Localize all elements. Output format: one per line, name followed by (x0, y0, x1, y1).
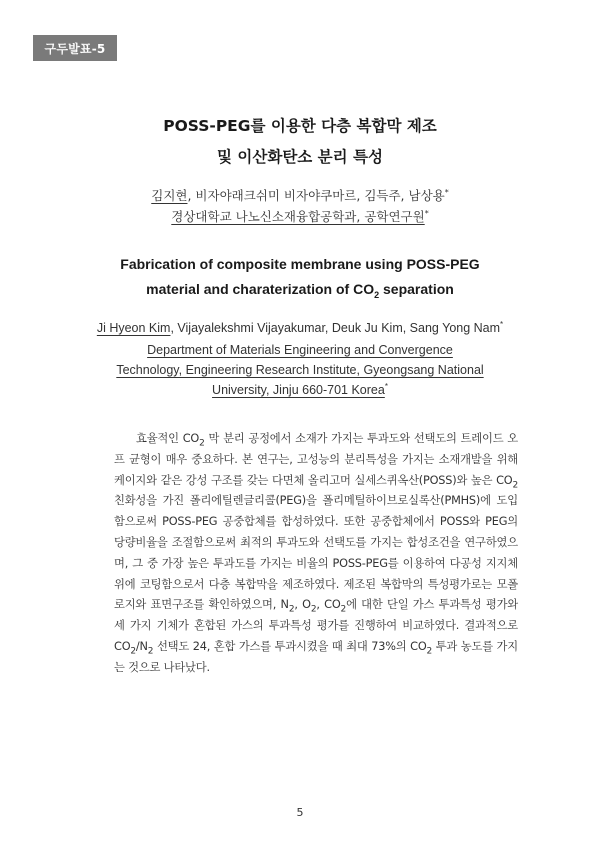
abstract-text-1: 효율적인 CO (136, 432, 200, 445)
korean-first-author: 김지현 (151, 188, 188, 203)
korean-affiliation (0, 207, 600, 227)
abstract-text-8: 선택도 24, 혼합 가스를 투과시켰을 때 최대 73%의 CO (153, 639, 427, 653)
english-other-authors: , Vijayalekshmi Vijayakumar, Deuk Ju Kim, Sang Yong Nam (170, 321, 501, 335)
english-affiliation-line-2: Technology, Engineering Research Institute, Gyeongsang National (116, 363, 484, 377)
subscript-2: 2 (512, 479, 518, 490)
english-affiliation (0, 340, 600, 400)
korean-other-authors: , 비자야래크쉬미 비자야쿠마르, 김득주, 남상용 (187, 188, 445, 203)
abstract-text-9: 투과 농도를 가지는 것으로 나타났다. (114, 639, 518, 674)
english-title-line-2-text: material and charaterization of CO (146, 281, 375, 297)
english-affiliation-line-1: Department of Materials Engineering and Convergence (147, 343, 453, 357)
english-authors (0, 318, 600, 338)
english-affiliation-line-3 (0, 380, 600, 400)
subscript-2: 2 (130, 646, 136, 657)
subscript-2: 2 (199, 438, 205, 449)
korean-authors (0, 186, 600, 206)
english-title (0, 252, 600, 302)
abstract-text-7: /N (135, 639, 148, 653)
abstract-text-5: , CO (316, 598, 341, 612)
korean-title (0, 113, 600, 170)
korean-title-line-2: 및 이산화탄소 분리 특성 (217, 148, 383, 166)
english-affiliation-line-3-text: University, Jinju 660-701 Korea (212, 383, 385, 397)
abstract-text-6: 에 대한 단일 가스 투과특성 평가와 세 가지 기체가 혼합된 가스의 투과특성 평가를 진행하여 비교하였다. 결과적으로 CO (114, 598, 519, 653)
subscript-2: 2 (426, 646, 433, 657)
abstract-text-2: 막 분리 공정에서 소재가 가지는 투과도와 선택도의 트레이드 오프 균형이 매우 중요하다. 본 연구는, 고성능의 분리특성을 가지는 소재개발을 위해 케이지와 같은 강성 구조를 갖는 다면체 올리고머 실세스퀴옥산(POSS)와 높은 CO (114, 432, 518, 487)
subscript-2: 2 (147, 646, 154, 657)
co2-subscript: 2 (374, 289, 380, 300)
korean-affiliation-text: 경상대학교 나노신소재융합공학과, 공학연구원 (171, 209, 425, 224)
page-number: 5 (296, 806, 304, 819)
abstract-text-3: 친화성을 가진 폴리에틸렌글리콜(PEG)을 폴리메틸하이브로실록산(PMHS)에 도입함으로써 POSS-PEG 공중합체를 합성하였다. 또한 공중합체에서 POSS와 PEG의 당량비율을 조절함으로써 최적의 투과도와 선택도를 가지는 합성조건을 연구하였으며, 그 중 가장 높은 투과도를 가지는 비율의 POSS-PEG를 이용하여 다공성 지지체 위에 코팅함으로서 다층 복합막을 제조하였다. 제조된 복합막의 특성평가로는 모폴로지와 표면구조를 확인하였으며, N (114, 494, 518, 612)
subscript-2: 2 (310, 604, 317, 615)
korean-affiliation-mark: * (424, 208, 429, 218)
korean-corresponding-mark: * (444, 187, 449, 197)
section-badge: 구두발표-5 (33, 35, 117, 61)
korean-title-line-1: POSS-PEG를 이용한 다층 복합막 제조 (163, 117, 437, 135)
subscript-2: 2 (288, 604, 295, 615)
english-title-line-1: Fabrication of composite membrane using POSS-PEG (120, 256, 480, 272)
english-corresponding-mark: * (500, 319, 504, 329)
english-affiliation-mark: * (384, 381, 388, 391)
english-title-line-2 (0, 277, 600, 302)
english-first-author: Ji Hyeon Kim (96, 321, 171, 335)
english-title-line-2-end: separation (379, 281, 454, 297)
subscript-2: 2 (340, 604, 347, 615)
abstract-paragraph (114, 429, 518, 679)
abstract-text-4: , O (294, 598, 311, 612)
